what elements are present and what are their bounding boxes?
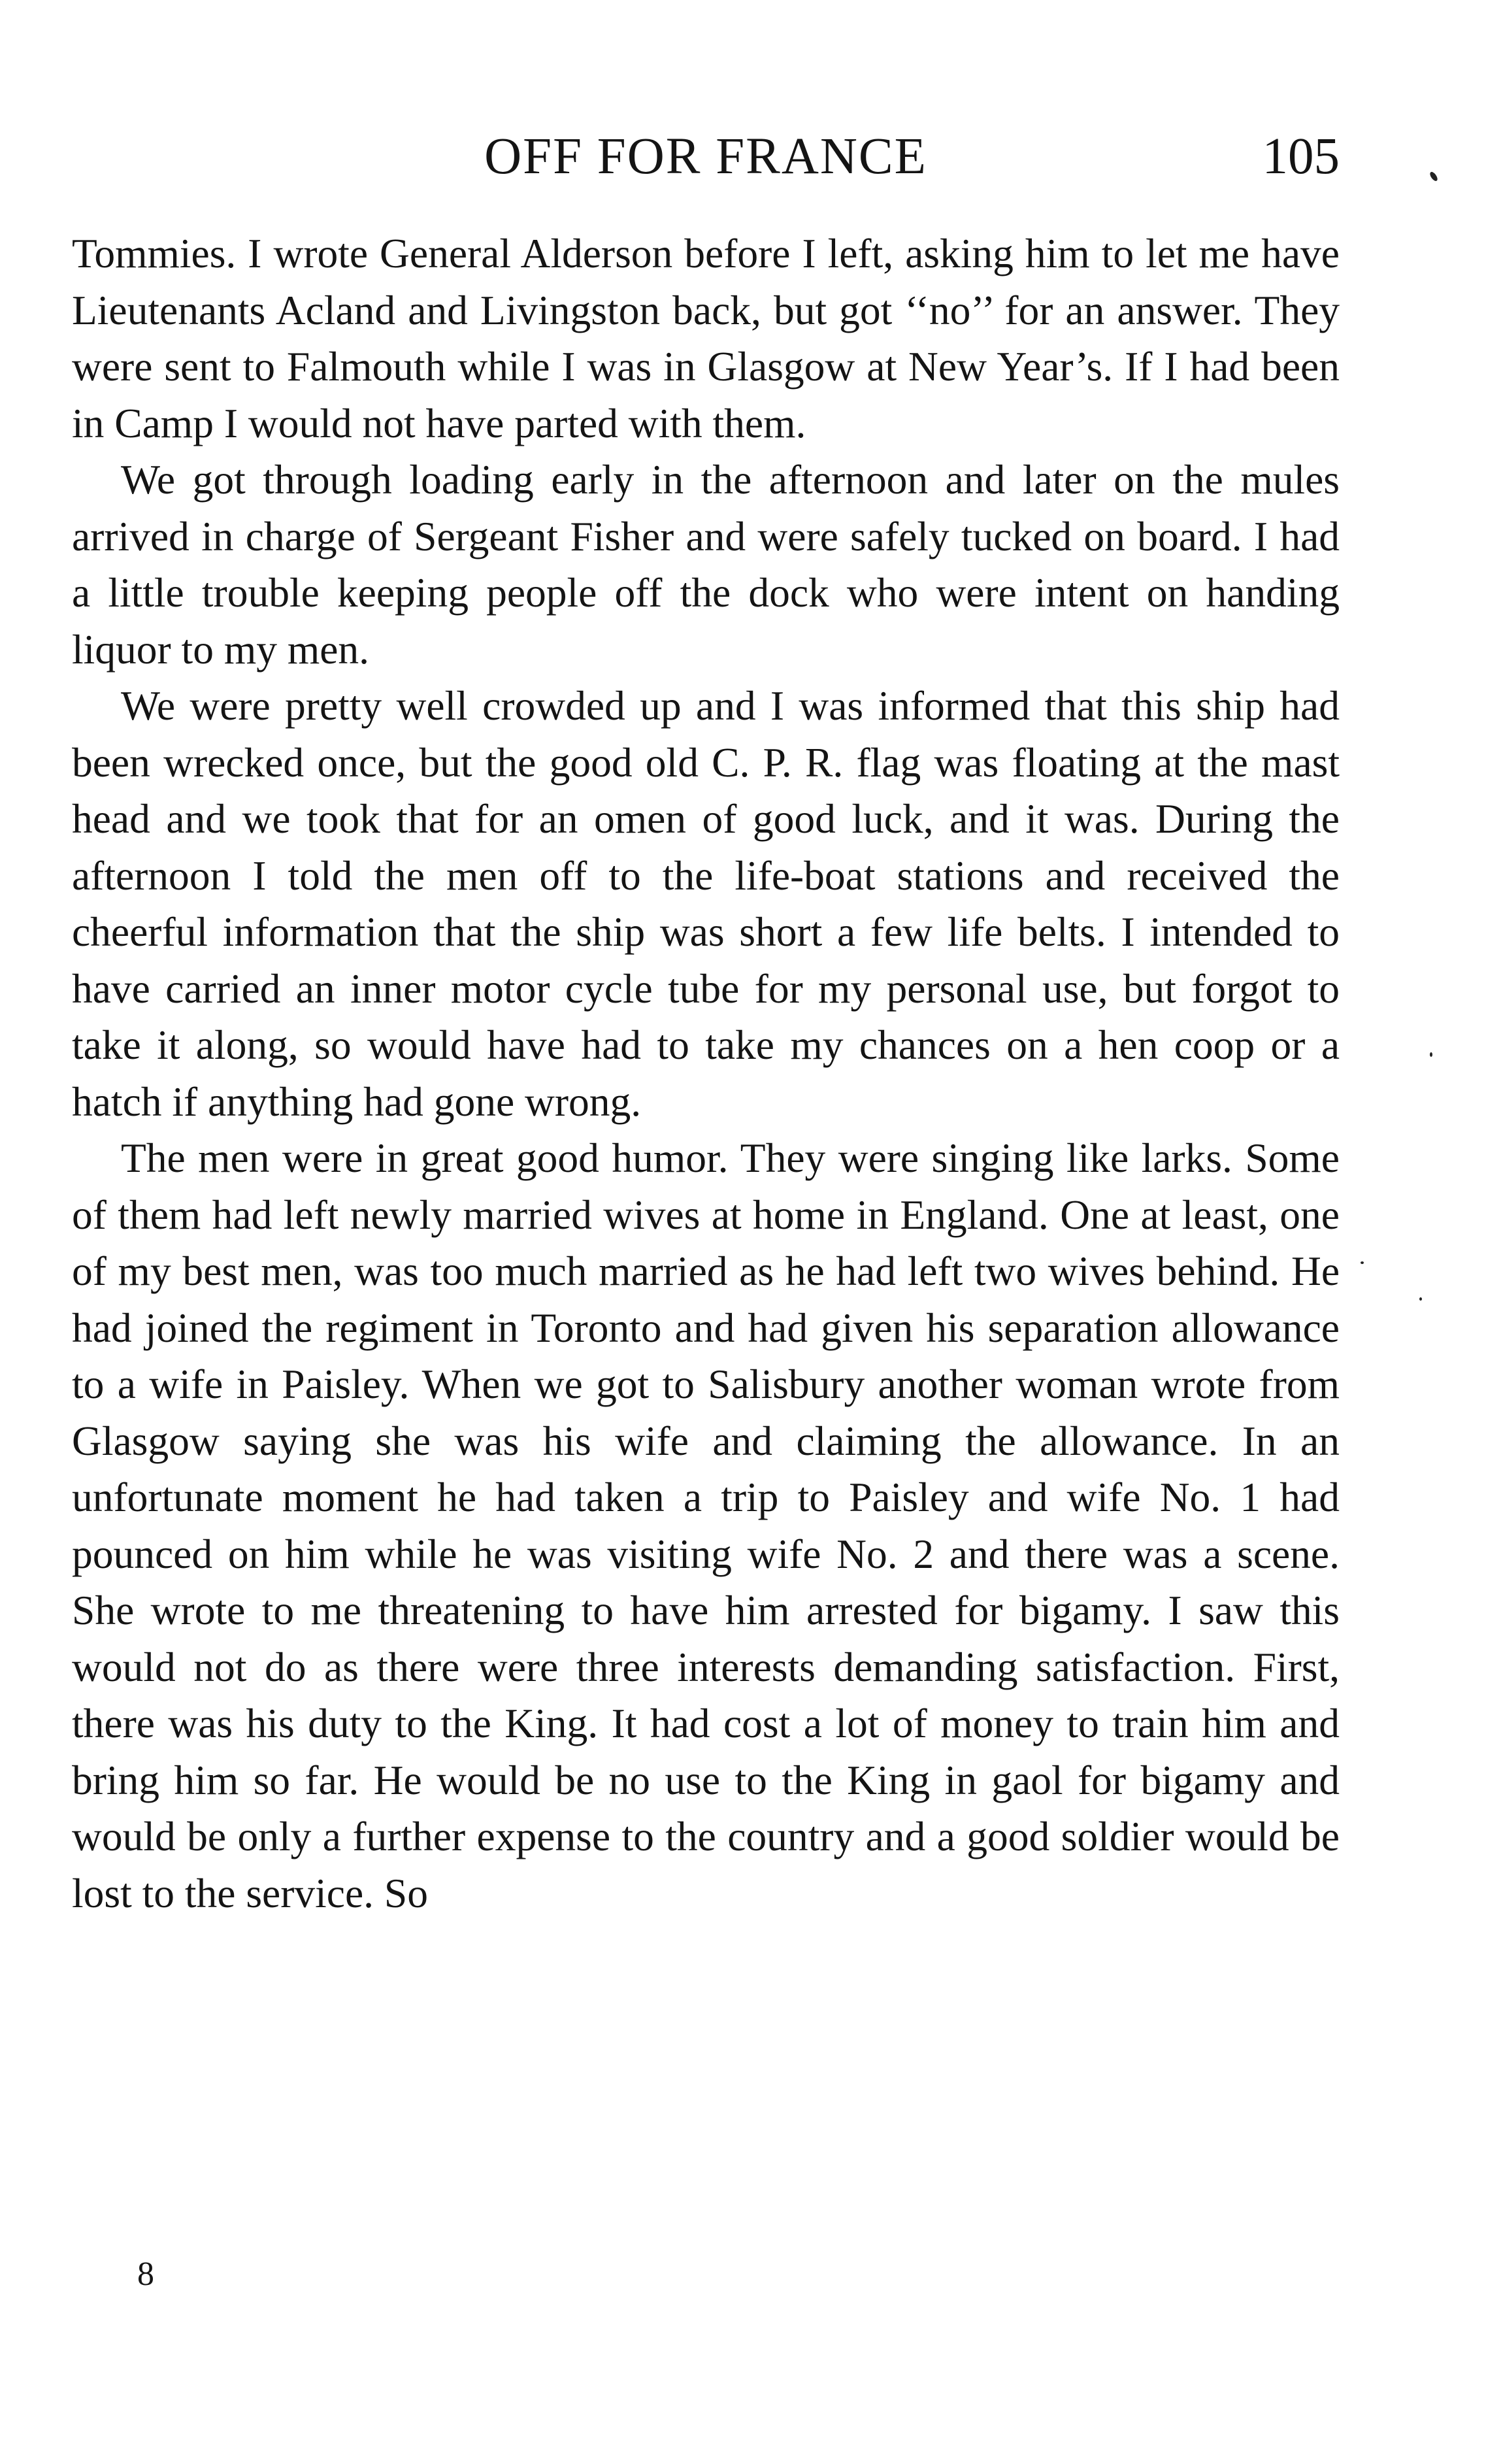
running-head: [72, 124, 1340, 190]
ink-speck: [1361, 1261, 1364, 1264]
running-title: OFF FOR FRANCE: [484, 128, 927, 185]
paragraph-3: We were pretty well crowded up and I was informed that this ship had been wrecked once, but the good old C. P. R. flag was floating at the mast head and we took that for an omen of good luck, and it was. During the afternoon I told the men off to the life-boat stations and received the cheerful information that the ship was short a few life belts. I intended to have carried an inner motor cycle tube for my personal use, but forgot to take it along, so would have had to take my chances on a hen coop or a hatch if anything had gone wrong.: [72, 682, 1340, 1125]
paragraph-4: The men were in great good humor. They were singing like larks. Some of them had left newly married wives at home in England. One at least, one of my best men, was too much married as he had left two wives behind. He had joined the regiment in Toronto and had given his separation allowance to a wife in Paisley. When we got to Salisbury another woman wrote from Glasgow saying she was his wife and claiming the allowance. In an unfortunate moment he had taken a trip to Paisley and wife No. 1 had pounced on him while he was visiting wife No. 2 and there was a scene. She wrote to me threatening to have him arrested for bigamy. I saw this would not do as there were three interests demanding satisfaction. First, there was his duty to the King. It had cost a lot of money to train him and bring him so far. He would be no use to the King in gaol for bigamy and would be only a further expense to the country and a good soldier would be lost to the service. So: [72, 1135, 1340, 1916]
paragraph-2: We got through loading early in the afternoon and later on the mules arrived in charge of Sergeant Fisher and were safely tucked on board. I had a little trouble keeping people off the dock who were intent on handing liquor to my men.: [72, 456, 1340, 673]
paragraph-1: Tommies. I wrote General Alderson before I left, asking him to let me have Lieutenants Acland and Livingston back, but got ‘‘no’’ for an answer. They were sent to Falmouth while I was in Glasgow at New Year’s. If I had been in Camp I would not have parted with them.: [72, 230, 1340, 446]
ink-speck: [1430, 1052, 1432, 1057]
page-number: 105: [1262, 128, 1340, 185]
ink-speck: [1419, 1297, 1422, 1301]
body-text: [72, 225, 1340, 1922]
ink-speck: [1428, 171, 1439, 182]
signature-mark: 8: [137, 2256, 154, 2293]
